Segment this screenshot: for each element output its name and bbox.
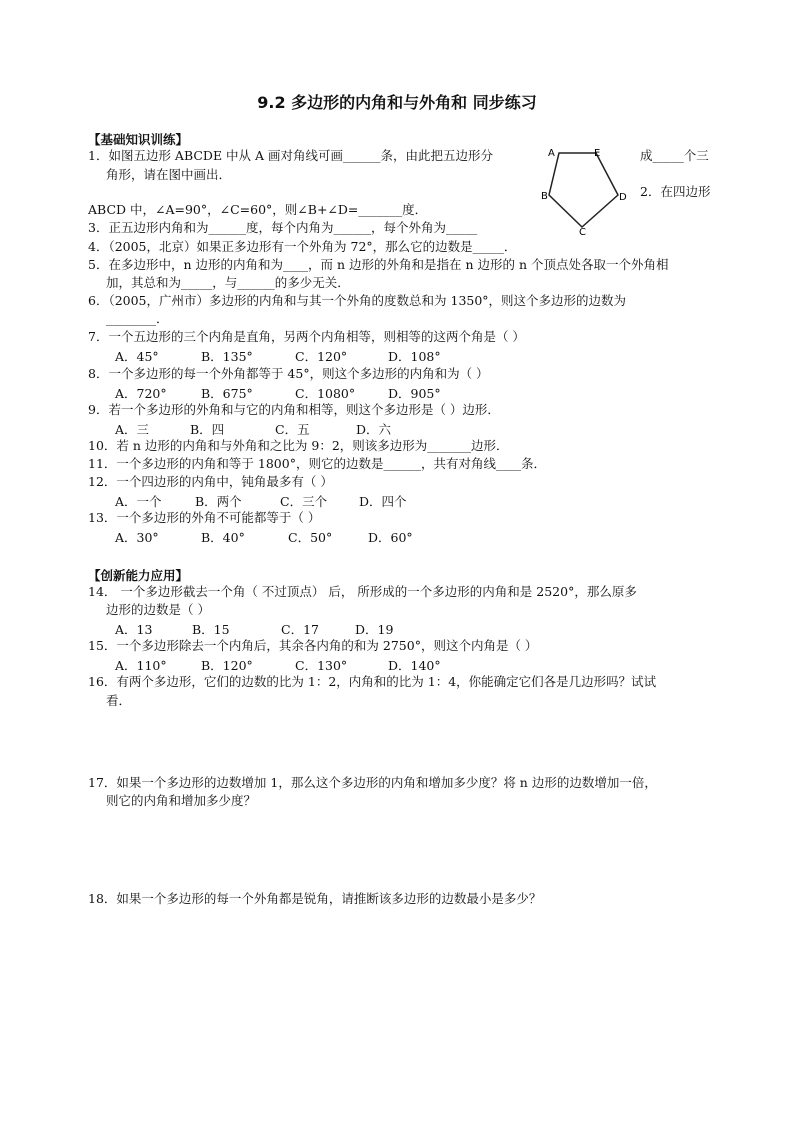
question-12-option-a: A．一个	[115, 494, 162, 509]
question-9-option-b: B．四	[190, 422, 225, 437]
vertex-label-e: E	[594, 148, 601, 159]
question-2-line-2: ABCD 中，∠A=90°，∠C=60°，则∠B+∠D=_______度．	[88, 202, 428, 217]
question-10: 10．若 n 边形的内角和与外角和之比为 9：2，则该多边形为_______边形．	[88, 438, 509, 453]
section-advanced-heading: 【创新能力应用】	[88, 568, 189, 583]
question-17-line-2: 则它的内角和增加多少度？	[106, 793, 257, 808]
question-12-option-c: C．三个	[280, 494, 328, 509]
question-7-option-a: A．45°	[115, 349, 159, 364]
question-8-option-d: D．905°	[388, 386, 441, 401]
question-9-option-a: A．三	[115, 422, 150, 437]
question-13-stem: 13．一个多边形的外角不可能都等于（ ）	[88, 510, 321, 525]
question-14-option-c: C．17	[281, 622, 319, 637]
question-13-option-b: B．40°	[201, 530, 245, 545]
question-7-option-c: C．120°	[295, 349, 348, 364]
question-12-stem: 12．一个四边形的内角中，钝角最多有（ ）	[88, 474, 333, 489]
question-16-line-1: 16．有两个多边形，它们的边数的比为 1：2，内角和的比为 1：4，你能确定它们各是几边形吗？试试	[88, 674, 657, 689]
question-12-option-b: B．两个	[195, 494, 242, 509]
question-16-line-2: 看．	[106, 693, 132, 708]
question-9-stem: 9．若一个多边形的外角和与它的内角和相等，则这个多边形是（ ）边形．	[88, 402, 500, 417]
section-basic-heading: 【基础知识训练】	[88, 132, 189, 147]
question-8-option-a: A．720°	[115, 386, 167, 401]
question-14-option-b: B．15	[192, 622, 230, 637]
question-13-option-a: A．30°	[115, 530, 159, 545]
question-12-option-d: D．四个	[359, 494, 407, 509]
question-9-option-c: C．五	[275, 422, 310, 437]
question-9-option-d: D．六	[356, 422, 392, 437]
question-14-option-d: D．19	[355, 622, 394, 637]
question-15-option-a: A．110°	[115, 658, 167, 673]
question-8-option-b: B．675°	[201, 386, 253, 401]
question-18: 18．如果一个多边形的每一个外角都是锐角，请推断该多边形的边数最小是多少？	[88, 891, 542, 906]
pentagon-shape	[549, 153, 618, 227]
question-2-line-1: 2．在四边形	[640, 184, 711, 199]
vertex-label-b: B	[541, 191, 548, 202]
question-6-line-2: ________．	[106, 311, 169, 326]
question-1-line-1-continued: 成_____个三	[640, 148, 709, 163]
question-7-stem: 7．一个五边形的三个内角是直角，另两个内角相等，则相等的这两个角是（ ）	[88, 329, 525, 344]
question-15-stem: 15．一个多边形除去一个内角后，其余各内角的和为 2750°，则这个内角是（ ）	[88, 638, 538, 653]
question-13-option-d: D．60°	[368, 530, 413, 545]
question-17-line-1: 17．如果一个多边形的边数增加 1，那么这个多边形的内角和增加多少度？将 n 边形的边数增加一倍，	[88, 775, 657, 790]
question-6-line-1: 6．（2005，广州市）多边形的内角和与其一个外角的度数总和为 1350°，则这个多边形的边数为	[88, 293, 627, 308]
question-13-option-c: C．50°	[288, 530, 333, 545]
question-14-line-2: 边形的边数是（ ）	[106, 602, 210, 617]
question-15-option-b: B．120°	[201, 658, 253, 673]
question-11: 11．一个多边形的内角和等于 1800°，则它的边数是______，共有对角线____条．	[88, 456, 546, 471]
question-14-option-a: A．13	[115, 622, 153, 637]
vertex-label-c: C	[579, 227, 586, 235]
question-5-line-1: 5．在多边形中，n 边形的内角和为____，而 n 边形的外角和是指在 n 边形的 n 个顶点处各取一个外角相	[88, 257, 669, 272]
question-5-line-2: 加，其总和为_____，与______的多少无关．	[106, 275, 350, 290]
question-8-option-c: C．1080°	[295, 386, 356, 401]
question-14-line-1: 14． 一个多边形截去一个角（ 不过顶点） 后， 所形成的一个多边形的内角和是 2520°，那么原多	[88, 584, 637, 599]
question-1-line-2: 角形，请在图中画出．	[106, 167, 232, 182]
page-title: 9.2 多边形的内角和与外角和 同步练习	[257, 93, 537, 112]
question-4: 4．（2005，北京）如果正多边形有一个外角为 72°，那么它的边数是_____．	[88, 239, 517, 254]
question-7-option-b: B．135°	[201, 349, 253, 364]
question-15-option-d: D．140°	[388, 658, 441, 673]
question-7-option-d: D．108°	[388, 349, 441, 364]
vertex-label-a: A	[548, 148, 555, 159]
question-8-stem: 8．一个多边形的每一个外角都等于 45°，则这个多边形的内角和为（ ）	[88, 366, 489, 381]
question-1-line-1: 1．如图五边形 ABCDE 中从 A 画对角线可画______条，由此把五边形分	[88, 148, 494, 163]
pentagon-figure	[538, 143, 630, 235]
question-3: 3．正五边形内角和为______度，每个内角为______，每个外角为_____	[88, 220, 478, 235]
question-15-option-c: C．130°	[295, 658, 348, 673]
vertex-label-d: D	[619, 192, 627, 203]
